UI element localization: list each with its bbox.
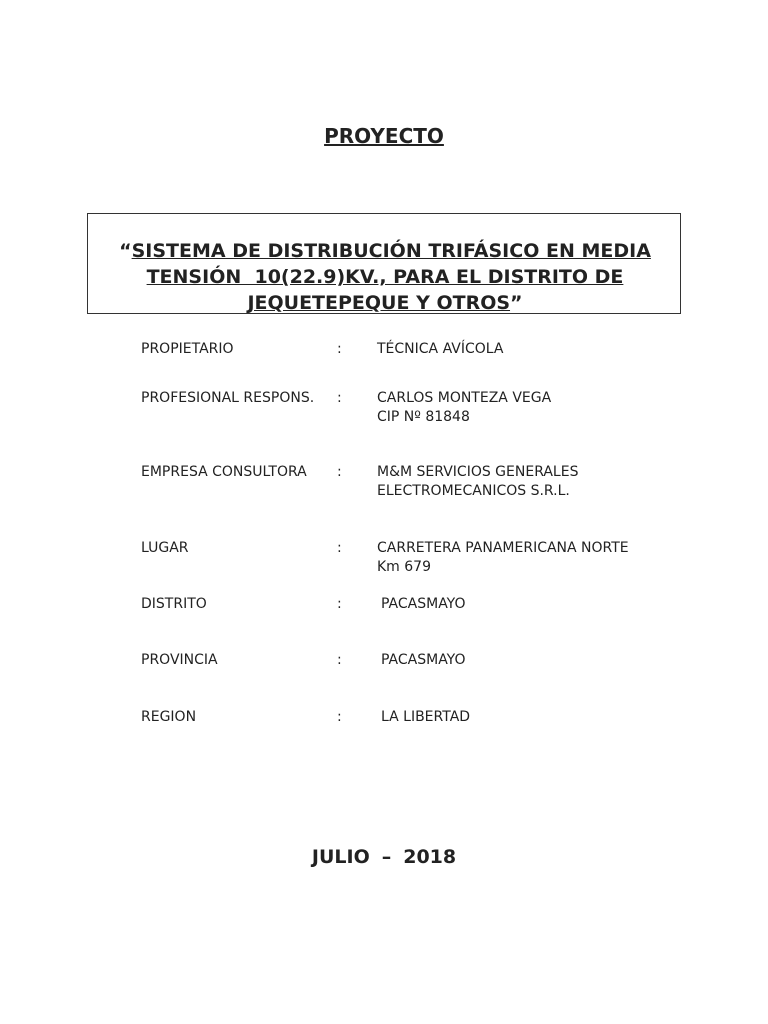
field-colon: :	[337, 464, 342, 480]
field-value: M&M SERVICIOS GENERALES	[377, 464, 579, 480]
project-title-box	[87, 213, 681, 314]
date-dash: –	[381, 846, 392, 868]
field-label: PROVINCIA	[141, 652, 218, 668]
project-title-line-2: TENSIÓN 10(22.9)KV., PARA EL DISTRITO DE	[146, 266, 624, 288]
date-month: JULIO	[311, 846, 370, 868]
field-value: PACASMAYO	[381, 596, 466, 612]
field-value: CARLOS MONTEZA VEGA	[377, 390, 552, 406]
project-title-line-3	[88, 290, 682, 316]
title-line-3-text: JEQUETEPEQUE Y OTROS	[247, 292, 511, 314]
field-label: DISTRITO	[141, 596, 207, 612]
field-label: LUGAR	[141, 540, 189, 556]
field-colon: :	[337, 652, 342, 668]
field-label: PROPIETARIO	[141, 341, 234, 357]
field-value-line-2: Km 679	[377, 559, 431, 575]
document-heading: PROYECTO	[324, 124, 444, 148]
close-quote: ”	[510, 292, 523, 314]
field-label: REGION	[141, 709, 197, 725]
field-colon: :	[337, 341, 342, 357]
field-label: PROFESIONAL RESPONS.	[141, 390, 315, 406]
field-value: PACASMAYO	[381, 652, 466, 668]
field-colon: :	[337, 390, 342, 406]
field-value-line-2: CIP Nº 81848	[377, 409, 470, 425]
date-year: 2018	[403, 846, 457, 868]
open-quote: “	[119, 240, 132, 262]
document-date	[0, 846, 768, 868]
field-colon: :	[337, 540, 342, 556]
field-colon: :	[337, 596, 342, 612]
project-title-line-1	[88, 238, 682, 264]
field-label: EMPRESA CONSULTORA	[141, 464, 307, 480]
title-line-1-text: SISTEMA DE DISTRIBUCIÓN TRIFÁSICO EN MEDIA	[131, 240, 651, 262]
project-title	[88, 238, 682, 316]
field-value: LA LIBERTAD	[381, 709, 471, 725]
field-value: CARRETERA PANAMERICANA NORTE	[377, 540, 629, 556]
field-value-line-2: ELECTROMECANICOS S.R.L.	[377, 483, 570, 499]
field-colon: :	[337, 709, 342, 725]
field-value: TÉCNICA AVÍCOLA	[377, 341, 504, 357]
